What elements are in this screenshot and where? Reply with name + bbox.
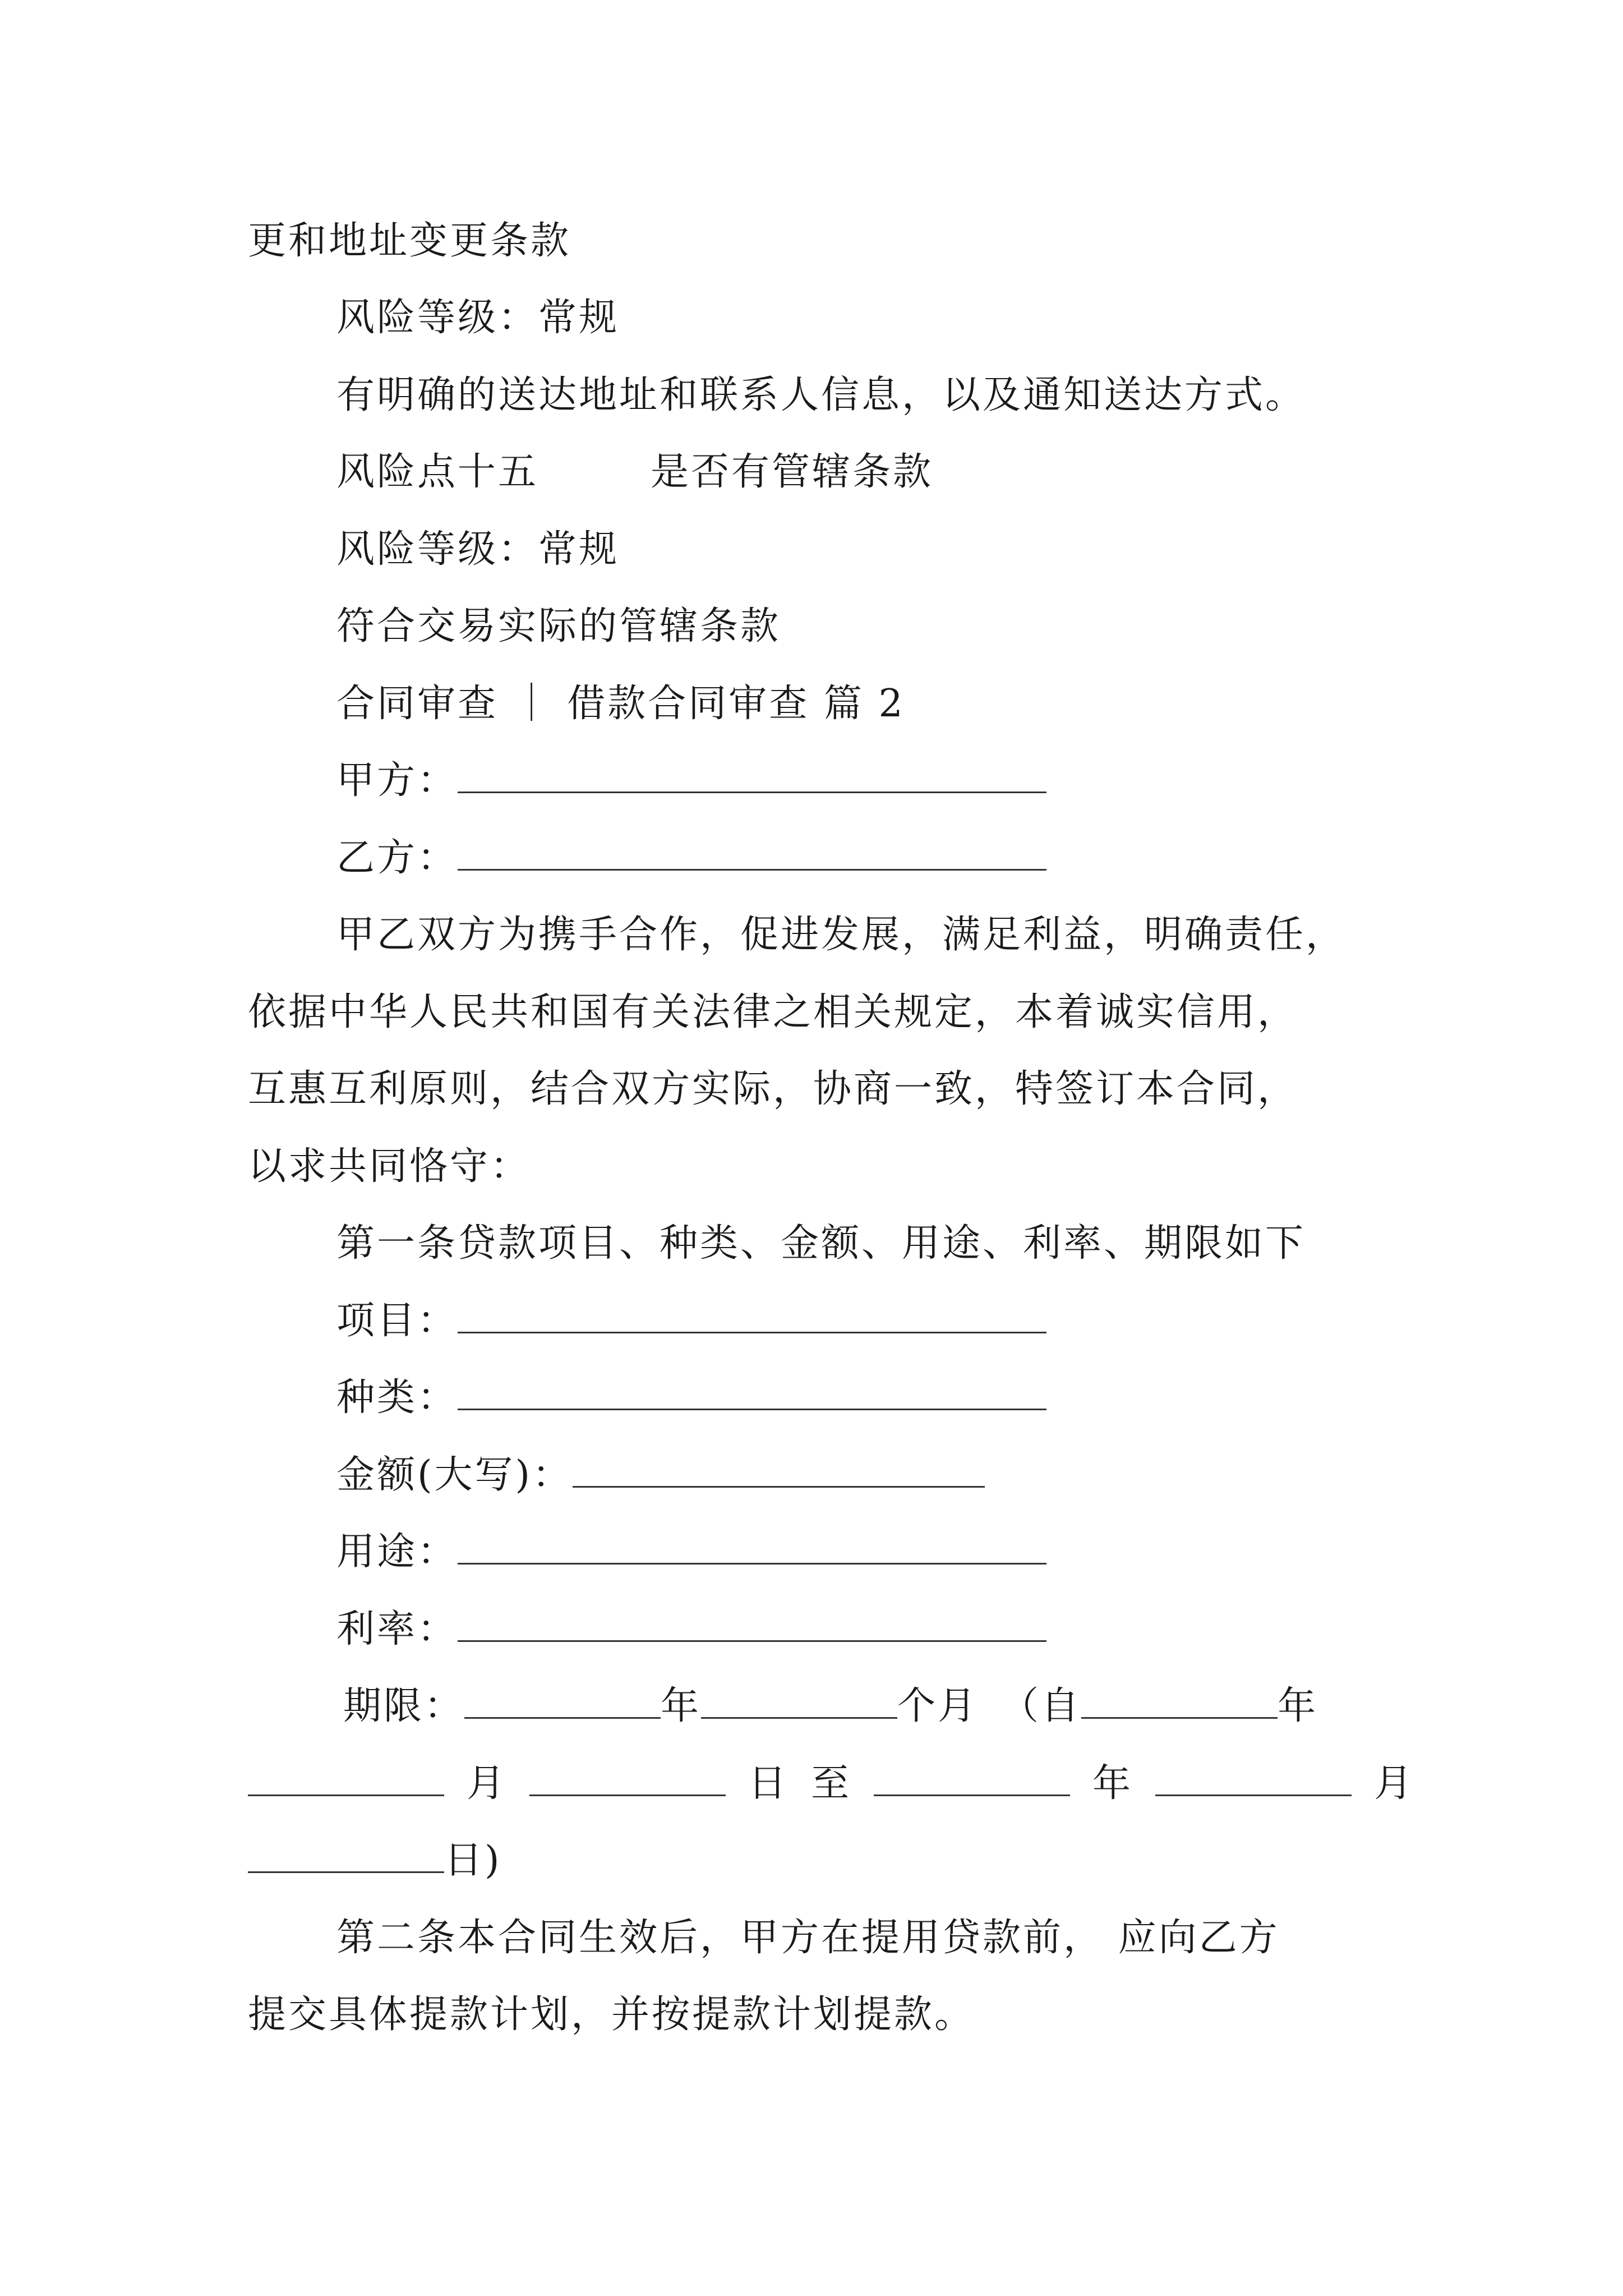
month-unit: 月 <box>1374 1761 1415 1806</box>
risk-point-number: 风险点十五 <box>336 450 539 494</box>
kind-field <box>336 1373 1046 1423</box>
party-a-blank <box>458 758 1046 793</box>
day-close-text: 日) <box>444 1838 502 1883</box>
day-unit: 日 <box>748 1761 789 1806</box>
kind-blank <box>458 1375 1046 1410</box>
article-two: 第二条本合同生效后，甲方在提用贷款前， 应向乙方 <box>336 1916 1280 1960</box>
risk-point-heading <box>336 447 933 498</box>
rate-label: 利率： <box>336 1607 458 1651</box>
rate-field <box>336 1604 1046 1655</box>
party-a-field <box>336 756 1046 806</box>
item-label: 项目： <box>336 1299 458 1343</box>
term-line-3 <box>248 1835 502 1886</box>
item-blank <box>458 1298 1046 1333</box>
party-a-label: 甲方： <box>336 758 458 803</box>
text-line: 有明确的送达地址和联系人信息，以及通知送达方式。 <box>336 373 1306 417</box>
start-day-blank <box>529 1761 726 1796</box>
section-title: 合同审查 ｜ 借款合同审查 篇 2 <box>336 682 905 726</box>
amount-field <box>336 1450 985 1501</box>
paragraph-line: 以求共同恪守： <box>248 1144 531 1189</box>
start-month-blank <box>248 1761 444 1796</box>
article-two-continued: 提交具体提款计划，并按提款计划提款。 <box>248 1993 975 2037</box>
start-year-blank <box>1081 1683 1278 1719</box>
use-label: 用途： <box>336 1530 458 1574</box>
months-unit: 个月 <box>897 1684 979 1728</box>
amount-label: 金额(大写)： <box>336 1453 573 1497</box>
kind-label: 种类： <box>336 1375 458 1420</box>
year-unit: 年 <box>1092 1761 1133 1806</box>
end-day-blank <box>248 1838 444 1873</box>
risk-point-title: 是否有管辖条款 <box>651 450 934 494</box>
to-text: 至 <box>811 1761 852 1806</box>
item-field <box>336 1296 1046 1346</box>
party-b-blank <box>458 835 1046 871</box>
year-unit: 年 <box>1278 1684 1318 1728</box>
term-months-blank <box>701 1683 897 1719</box>
end-year-blank <box>874 1761 1070 1796</box>
article-one: 第一条贷款项目、种类、金额、用途、利率、期限如下 <box>336 1221 1306 1266</box>
amount-blank <box>573 1452 985 1488</box>
party-b-field <box>336 833 1046 884</box>
risk-level: 风险等级：常规 <box>336 296 620 340</box>
risk-level: 风险等级：常规 <box>336 527 620 572</box>
paragraph-line: 依据中华人民共和国有关法律之相关规定，本着诚实信用， <box>248 990 1298 1034</box>
use-field <box>336 1527 1046 1577</box>
paragraph-line: 互惠互利原则，结合双方实际，协商一致，特签订本合同， <box>248 1067 1298 1111</box>
term-years-blank <box>464 1683 661 1719</box>
term-line-1 <box>343 1681 1318 1732</box>
text-line: 更和地址变更条款 <box>248 219 571 263</box>
end-month-blank <box>1155 1761 1352 1796</box>
year-unit: 年 <box>661 1684 702 1728</box>
rate-blank <box>458 1607 1046 1642</box>
party-b-label: 乙方： <box>336 836 458 880</box>
term-line-2 <box>248 1759 1414 1809</box>
paragraph-line: 甲乙双方为携手合作，促进发展，满足利益，明确责任， <box>336 913 1347 957</box>
text-line: 符合交易实际的管辖条款 <box>336 604 781 648</box>
from-text: （自 <box>1000 1684 1082 1728</box>
use-blank <box>458 1529 1046 1565</box>
term-label: 期限： <box>343 1684 465 1728</box>
month-unit: 月 <box>467 1761 508 1806</box>
